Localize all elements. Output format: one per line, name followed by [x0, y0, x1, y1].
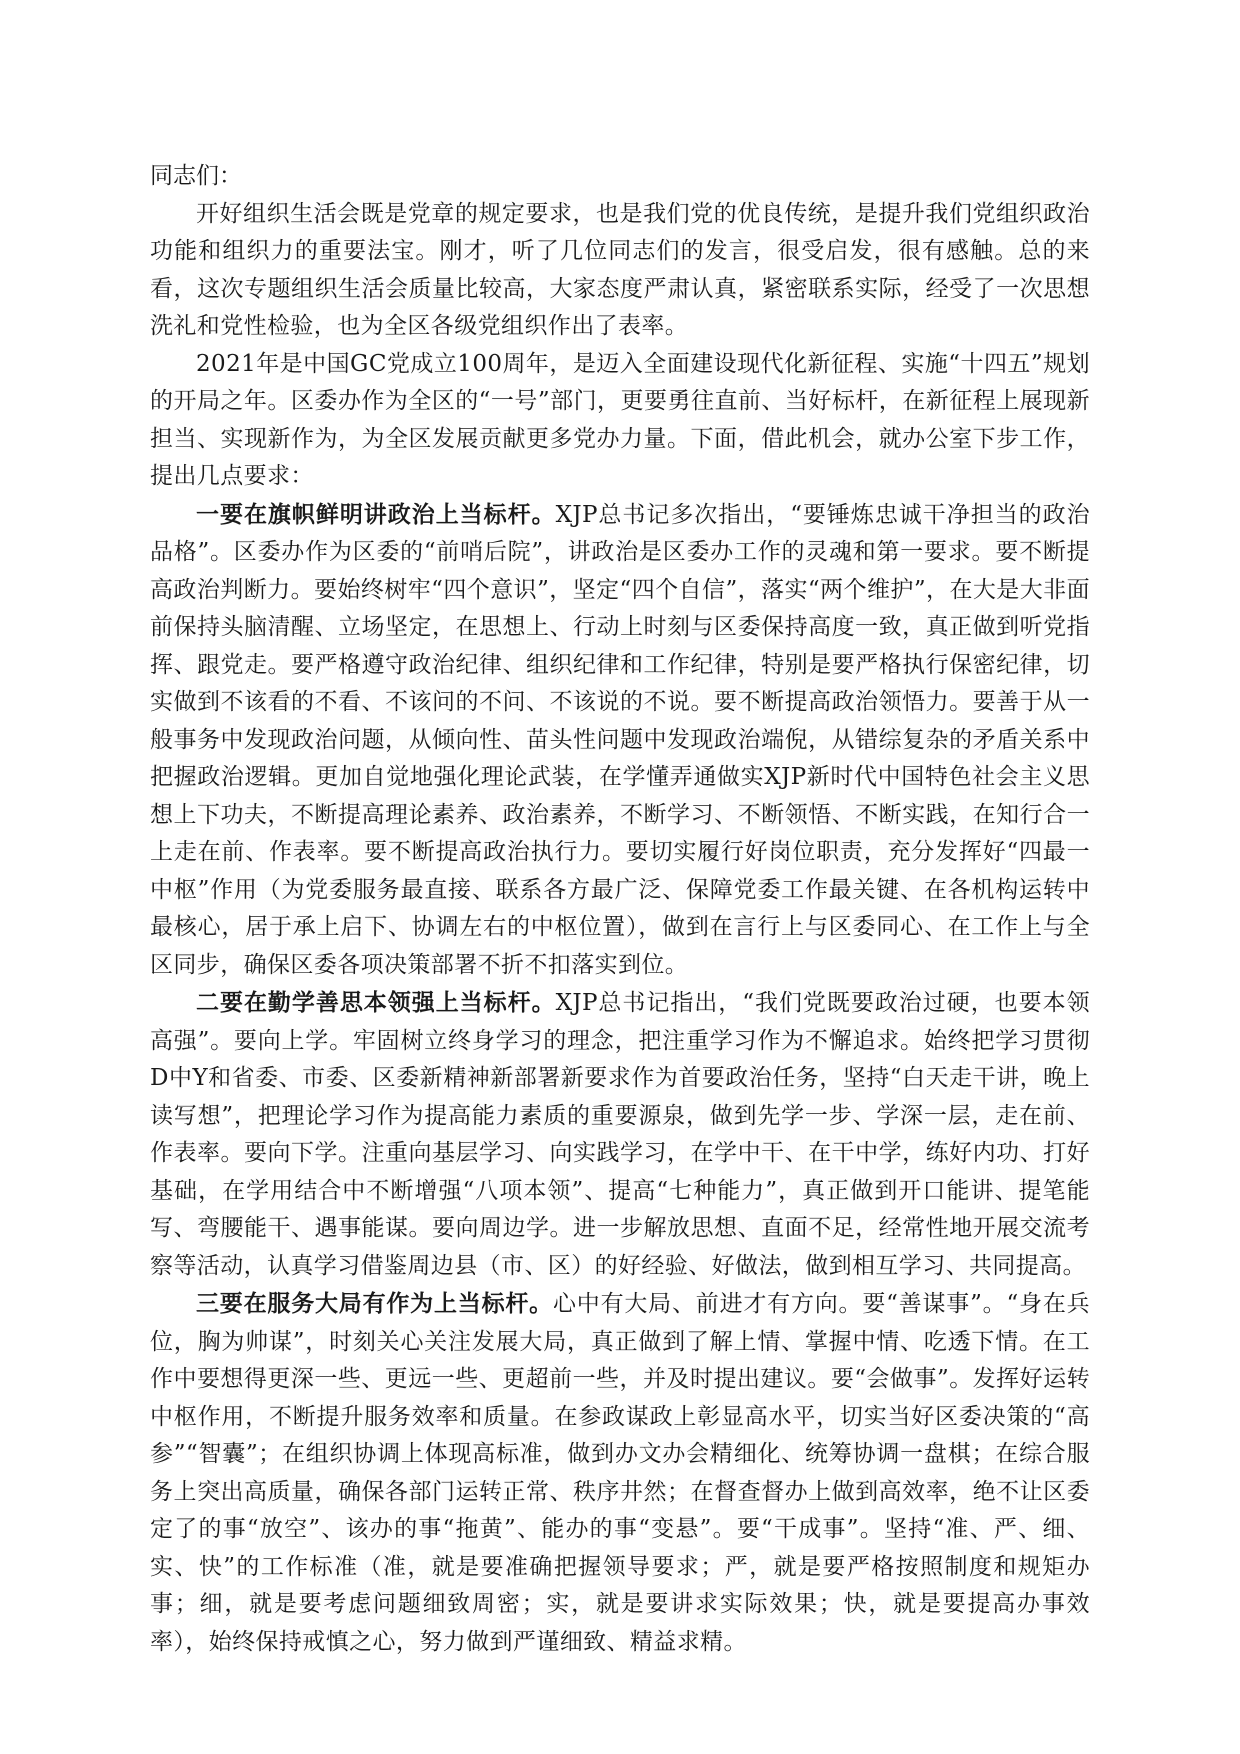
- paragraph-opening: [150, 196, 1090, 346]
- paragraph-text: 开好组织生活会既是党章的规定要求，也是我们党的优良传统，是提升我们党组织政治功能和组织力的重要法宝。刚才，听了几位同志们的发言，很受启发，很有感触。总的来看，这次专题组织生活会质量比较高，大家态度严肃认真，紧密联系实际，经受了一次思想洗礼和党性检验，也为全区各级党组织作出了表率。: [150, 200, 1090, 339]
- paragraph-point-3: [150, 1285, 1090, 1661]
- paragraph-point-1: [150, 496, 1090, 985]
- paragraph-text: 心中有大局、前进才有方向。要“善谋事”。“身在兵位，胸为帅谋”，时刻关心关注发展大局，真正做到了解上情、掌握中情、吃透下情。在工作中要想得更深一些、更远一些、更超前一些，并及时提出建议。要“会做事”。发挥好运转中枢作用，不断提升服务效率和质量。在参政谋政上彰显高水平，切实当好区委决策的“高参”“智囊”；在组织协调上体现高标准，做到办文办会精细化、统筹协调一盘棋；在综合服务上突出高质量，确保各部门运转正常、秩序井然；在督查督办上做到高效率，绝不让区委定了的事“放空”、该办的事“拖黄”、能办的事“变悬”。要“干成事”。坚持“准、严、细、实、快”的工作标准（准，就是要准确把握领导要求；严，就是要严格按照制度和规矩办事；细，就是要考虑问题细致周密；实，就是要讲求实际效果；快，就是要提高办事效率），始终保持戒慎之心，努力做到严谨细致、精益求精。: [150, 1291, 1091, 1655]
- paragraph-heading: 三要在服务大局有作为上当标杆。: [196, 1290, 553, 1317]
- paragraph-text: XJP总书记指出，“我们党既要政治过硬，也要本领高强”。要向上学。牢固树立终身学习的理念，把注重学习作为不懈追求。始终把学习贯彻D中Y和省委、市委、区委新精神新部署新要求作为首要政治任务，坚持“白天走干讲，晚上读写想”，把理论学习作为提高能力素质的重要源泉，做到先学一步、学深一层，走在前、作表率。要向下学。注重向基层学习、向实践学习，在学中干、在干中学，练好内功、打好基础，在学用结合中不断增强“八项本领”、提高“七种能力”，真正做到开口能讲、提笔能写、弯腰能干、遇事能谋。要向周边学。进一步解放思想、直面不足，经常性地开展交流考察等活动，认真学习借鉴周边县（市、区）的好经验、好做法，做到相互学习、共同提高。: [150, 990, 1091, 1279]
- paragraph-point-2: [150, 984, 1090, 1285]
- paragraph-context: [150, 346, 1090, 496]
- paragraph-heading: 一要在旗帜鲜明讲政治上当标杆。: [196, 500, 556, 528]
- paragraph-text: XJP总书记多次指出，“要锤炼忠诚干净担当的政治品格”。区委办作为区委的“前哨后院”，讲政治是区委办工作的灵魂和第一要求。要不断提高政治判断力。要始终树牢“四个意识”，坚定“四个自信”，落实“两个维护”，在大是大非面前保持头脑清醒、立场坚定，在思想上、行动上时刻与区委保持高度一致，真正做到听党指挥、跟党走。要严格遵守政治纪律、组织纪律和工作纪律，特别是要严格执行保密纪律，切实做到不该看的不看、不该问的不问、不该说的不说。要不断提高政治领悟力。要善于从一般事务中发现政治问题，从倾向性、苗头性问题中发现政治端倪，从错综复杂的矛盾关系中把握政治逻辑。更加自觉地强化理论武装，在学懂弄通做实XJP新时代中国特色社会主义思想上下功夫，不断提高理论素养、政治素养，不断学习、不断领悟、不断实践，在知行合一上走在前、作表率。要不断提高政治执行力。要切实履行好岗位职责，充分发挥好“四最一中枢”作用（为党委服务最直接、联系各方最广泛、保障党委工作最关键、在各机构运转中最核心，居于承上启下、协调左右的中枢位置），做到在言行上与区委同心、在工作上与全区同步，确保区委各项决策部署不折不扣落实到位。: [150, 501, 1091, 978]
- paragraph-text: 2021年是中国GC党成立100周年，是迈入全面建设现代化新征程、实施“十四五”规划的开局之年。区委办作为全区的“一号”部门，更要勇往直前、当好标杆，在新征程上展现新担当、实现新作为，为全区发展贡献更多党办力量。下面，借此机会，就办公室下步工作，提出几点要求：: [150, 350, 1090, 489]
- document-page: [150, 158, 1090, 1661]
- greeting: 同志们：: [150, 163, 242, 189]
- paragraph-heading: 二要在勤学善思本领强上当标杆。: [196, 989, 556, 1016]
